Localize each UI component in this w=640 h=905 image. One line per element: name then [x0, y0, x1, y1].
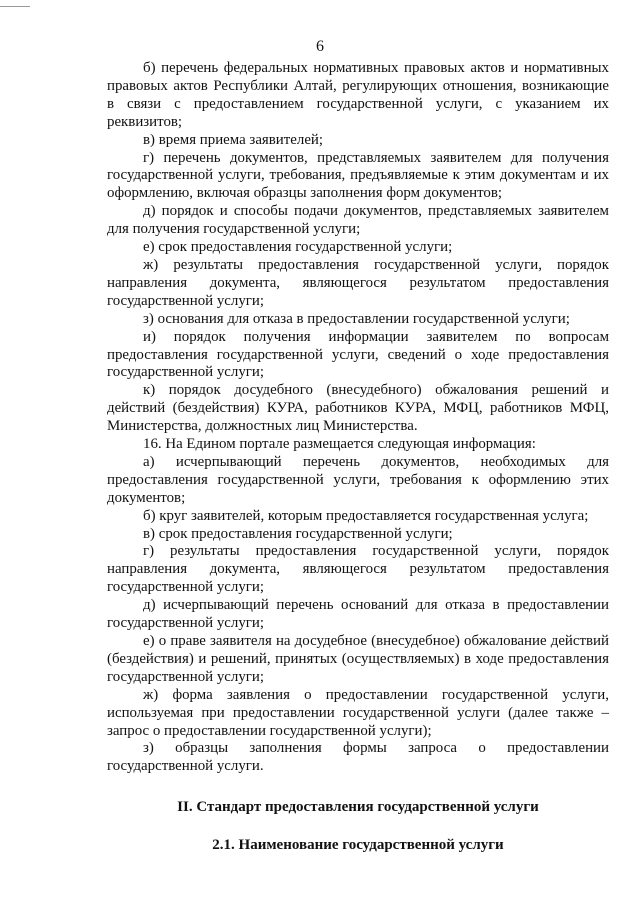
paragraph-d-refusal-grounds: д) исчерпывающий перечень оснований для отказа в предоставлении государственной услуги; — [107, 597, 609, 632]
paragraph-e-service-term: е) срок предоставления государственной услуги; — [143, 239, 453, 256]
paragraph-b-applicants: б) круг заявителей, которым предоставляется государственная услуга; — [143, 507, 589, 524]
subsection-heading: 2.1. Наименование государственной услуги — [212, 837, 504, 854]
corner-mark — [0, 0, 30, 7]
paragraph-d-submission-order: д) порядок и способы подачи документов, представляемых заявителем для получения государственной услуги; — [107, 203, 609, 238]
section-heading: II. Стандарт предоставления государственной услуги — [177, 799, 539, 816]
paragraph-v-reception-time: в) время приема заявителей; — [143, 131, 324, 148]
paragraph-g-service-results: г) результаты предоставления государственной услуги, порядок направления документа, являющегося результатом предоставления государственной услуги; — [107, 543, 609, 596]
paragraph-z-refusal-grounds: з) основания для отказа в предоставлении государственной услуги; — [143, 310, 570, 327]
page-number: 6 — [316, 38, 324, 55]
paragraph-a-documents-list: а) исчерпывающий перечень документов, необходимых для предоставления государственной услуги, требования к оформлению этих документов; — [107, 453, 609, 506]
paragraph-i-information-order: и) порядок получения информации заявителем по вопросам предоставления государственной услуги, сведений о ходе предоставления государственной услуги; — [107, 328, 609, 381]
paragraph-v-service-term: в) срок предоставления государственной услуги; — [143, 525, 453, 542]
paragraph-b-legal-acts: б) перечень федеральных нормативных правовых актов и нормативных правовых актов Республики Алтай, регулирующих отношения, возникающие в связи с предоставлением государственной услуги, с указанием их реквизитов; — [107, 60, 609, 130]
paragraph-k-appeal-order: к) порядок досудебного (внесудебного) обжалования решений и действий (бездействия) КУРА, работников КУРА, МФЦ, работников МФЦ, Министерства, должностных лиц Министерства. — [107, 382, 609, 435]
paragraph-zh-application-form: ж) форма заявления о предоставлении государственной услуги, используемая при предоставлении государственной услуги (далее также – запрос о предоставлении государственной услуги); — [107, 686, 609, 739]
document-body — [107, 60, 609, 854]
paragraph-e-appeal-right: е) о праве заявителя на досудебное (внесудебное) обжалование действий (бездействия) и решений, принятых (осуществляемых) в ходе предоставления государственной услуги; — [107, 633, 609, 685]
paragraph-z-form-samples: з) образцы заполнения формы запроса о предоставлении государственной услуги. — [107, 740, 609, 775]
paragraph-zh-service-results: ж) результаты предоставления государственной услуги, порядок направления документа, являющегося результатом предоставления государственной услуги; — [107, 256, 609, 309]
paragraph-g-documents-list: г) перечень документов, представляемых заявителем для получения государственной услуги, требования, предъявляемые к этим документам и их оформлению, включая образцы заполнения форм документов; — [107, 149, 609, 202]
paragraph-16-portal-info: 16. На Едином портале размещается следующая информация: — [143, 436, 536, 453]
